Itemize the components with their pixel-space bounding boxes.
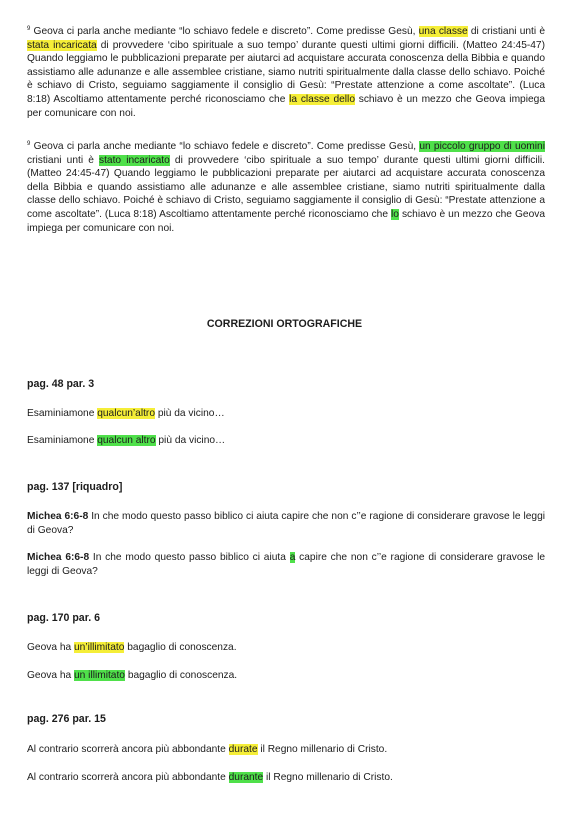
line-text: più da vicino…	[155, 408, 225, 419]
footnote-text: di provvedere ‘cibo spirituale a suo tempo’ durante questi ultimi giorni difficili. (Matteo 24:45-47) Quando leggiamo le pubblicazioni preparate per aiutarci ad acquistare accurata conoscenza della Bibbia e quando assistiamo alle adunanze e alle assemblee cristiane, siamo nutriti spiritualmente dalla classe dello schiavo. Poiché è schiavo di Cristo, seguiamo saggiamente il consiglio di Gesù: “Prestate attenzione a come ascoltate”. (Luca 8:18) Ascoltiamo attentamente perché riconosciamo che	[27, 154, 545, 220]
line-text: il Regno millenario di Cristo.	[257, 744, 388, 755]
highlight-corrected: durante	[228, 772, 264, 783]
line-text: Al contrario scorrerà ancora più abbondante	[27, 772, 229, 783]
line-text: più da vicino…	[155, 435, 226, 446]
section-title: pag. 170 par. 6	[27, 612, 101, 624]
footnote-text: Geova ci parla anche mediante “lo schiavo fedele e discreto”. Come predisse Gesù,	[30, 141, 420, 152]
section-title: pag. 48 par. 3	[27, 378, 95, 390]
highlight-corrected: lo	[391, 208, 399, 220]
original-line	[27, 510, 545, 537]
footnote-text: schiavo è un mezzo che Geova impiega per comunicare con noi.	[27, 93, 545, 119]
original-line	[27, 743, 387, 757]
highlight-original: stata incaricata	[27, 39, 97, 51]
footnote-corrected	[27, 140, 545, 235]
line-text: In che modo questo passo biblico ci aiuta	[89, 552, 290, 563]
line-text: bagaglio di conoscenza.	[124, 642, 237, 653]
line-text: Geova ha	[27, 642, 75, 653]
highlight-original: qualcun’altro	[97, 408, 155, 419]
corrected-line	[27, 771, 393, 785]
highlight-corrected: a	[289, 552, 296, 563]
line-text: bagaglio di conoscenza.	[124, 670, 238, 681]
highlight-corrected: qualcun altro	[97, 435, 156, 446]
original-line	[27, 641, 237, 655]
highlight-original: un’illimitato	[74, 642, 125, 653]
highlight-corrected: un piccolo gruppo di uomini	[419, 141, 545, 152]
highlight-corrected: un illimitato	[74, 670, 125, 681]
highlight-corrected: stato incaricato	[99, 154, 170, 166]
scripture-ref: Michea 6:6-8	[27, 511, 89, 522]
footnote-original	[27, 25, 545, 120]
section-title: pag. 137 [riquadro]	[27, 481, 123, 493]
footnote-text: cristiani unti è	[27, 154, 99, 166]
original-line	[27, 407, 225, 421]
line-text: Esaminiamone	[27, 408, 98, 419]
section-title: pag. 276 par. 15	[27, 713, 106, 725]
line-text: In che modo questo passo biblico ci aiuta capire che non c’’e ragione di considerare gravose le leggi di Geova?	[27, 511, 545, 536]
footnote-text: di provvedere ‘cibo spirituale a suo tempo’ durante questi ultimi giorni difficili. (Matteo 24:45-47) Quando leggiamo le pubblicazioni preparate per aiutarci ad acquistare accurata conoscenza della Bibbia e quando assistiamo alle adunanze e alle assemblee cristiane, siamo nutriti spiritualmente dalla classe dello schiavo. Poiché è schiavo di Cristo, seguiamo saggiamente il consiglio di Gesù: “Prestate attenzione a come ascoltate”. (Luca 8:18) Ascoltiamo attentamente perché riconosciamo che	[27, 39, 545, 105]
line-text: Esaminiamone	[27, 435, 98, 446]
footnote-number: 9	[27, 141, 31, 147]
highlight-original: la classe dello	[289, 93, 355, 105]
scripture-ref: Michea 6:6-8	[27, 552, 90, 563]
line-text: Al contrario scorrerà ancora più abbondante	[27, 744, 229, 755]
footnote-number: 9	[27, 26, 31, 32]
footnote-text: di cristiani unti è	[467, 26, 545, 37]
footnote-text: Geova ci parla anche mediante “lo schiavo fedele e discreto”. Come predisse Gesù,	[30, 26, 419, 37]
corrected-line	[27, 551, 545, 578]
footnote-text: schiavo è un mezzo che Geova impiega per comunicare con noi.	[27, 208, 545, 234]
corrected-line	[27, 434, 225, 448]
page-heading: CORREZIONI ORTOGRAFICHE	[206, 318, 363, 330]
highlight-original: durate	[228, 744, 258, 755]
corrected-line	[27, 669, 237, 683]
line-text: capire che non c’’e ragione di considerare gravose le leggi di Geova?	[27, 552, 546, 577]
line-text: il Regno millenario di Cristo.	[263, 772, 393, 783]
highlight-original: una classe	[418, 26, 468, 37]
line-text: Geova ha	[27, 670, 75, 681]
